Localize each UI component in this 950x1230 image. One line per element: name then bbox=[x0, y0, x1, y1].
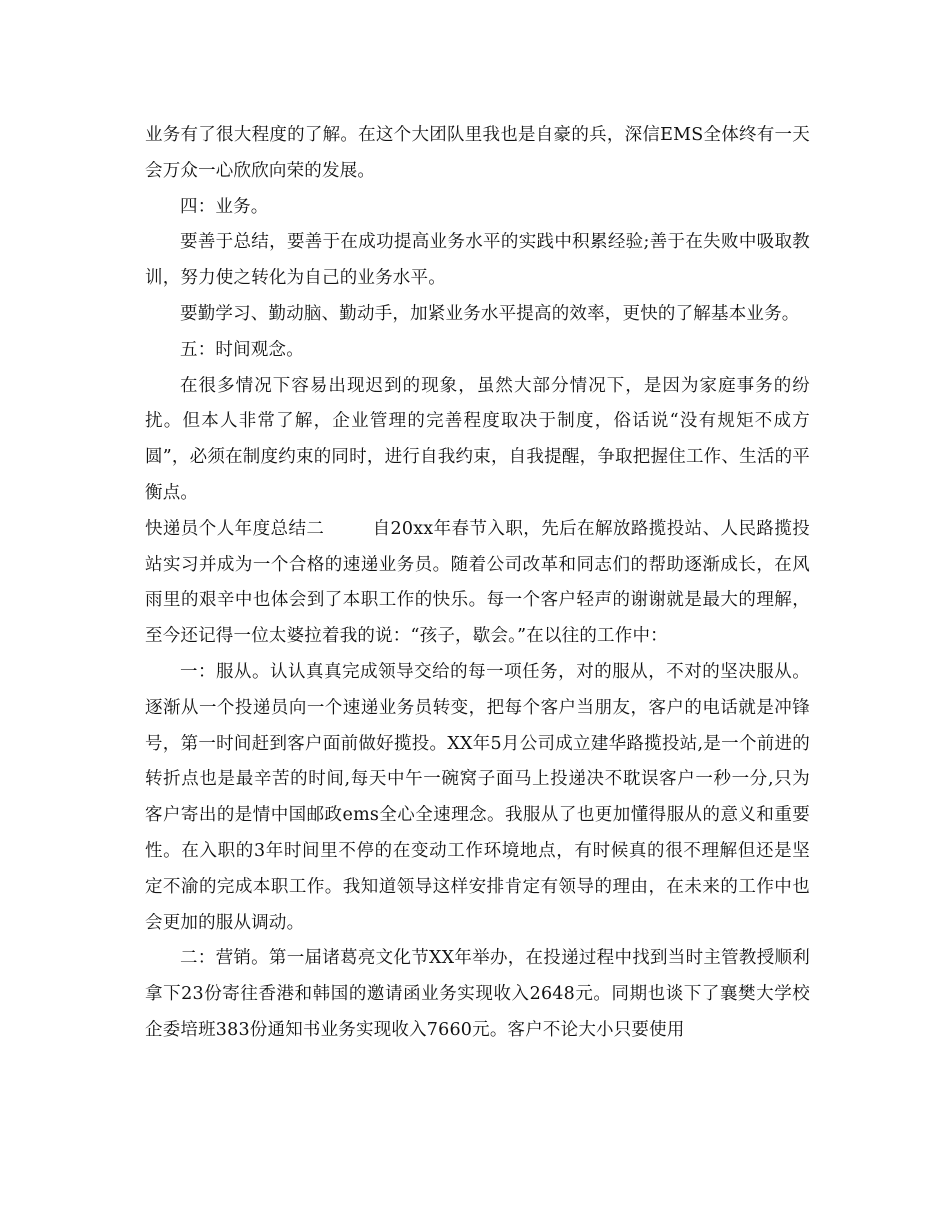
paragraph-marketing: 二：营销。第一届诸葛亮文化节XX年举办，在投递过程中找到当时主管教授顺利拿下23份寄往香港和韩国的邀请函业务实现收入2648元。同期也谈下了襄樊大学校企委培班383份通知书业务实现收入7660元。客户不论大小只要使用 bbox=[145, 948, 810, 1040]
paragraph-time-concept: 在很多情况下容易出现迟到的现象，虽然大部分情况下，是因为家庭事务的纷扰。但本人非常了解，企业管理的完善程度取决于制度，俗话说“没有规矩不成方圆”，必须在制度约束的同时，进行自我约束，自我提醒，争取把握住工作、生活的平衡点。 bbox=[145, 375, 810, 503]
paragraph-business-1: 要善于总结，要善于在成功提高业务水平的实践中积累经验;善于在失败中吸取教训，努力使之转化为自己的业务水平。 bbox=[145, 232, 810, 289]
paragraph-obedience: 一：服从。认认真真完成领导交给的每一项任务，对的服从，不对的坚决服从。逐渐从一个投递员向一个速递业务员转变，把每个客户当朋友，客户的电话就是冲锋号，第一时间赶到客户面前做好揽投。XX年5月公司成立建华路揽投站,是一个前进的转折点也是最辛苦的时间,每天中午一碗窝子面马上投递决不耽误客户一秒一分,只为客户寄出的是情中国邮政ems全心全速理念。我服从了也更加懂得服从的意义和重要性。在入职的3年时间里不停的在变动工作环境地点，有时候真的很不理解但还是坚定不渝的完成本职工作。我知道领导这样安排肯定有领导的理由，在未来的工作中也会更加的服从调动。 bbox=[145, 661, 810, 933]
paragraph-1: 业务有了很大程度的了解。在这个大团队里我也是自豪的兵，深信EMS全体终有一天会万众一心欣欣向荣的发展。 bbox=[145, 125, 810, 181]
heading-time-concept: 五：时间观念。 bbox=[180, 339, 304, 360]
section-intro: 自20xx年春节入职，先后在解放路揽投站、人民路揽投站实习并成为一个合格的速递业务员。随着公司改革和同志们的帮助逐渐成长，在风雨里的艰辛中也体会到了本职工作的快乐。每一个客户轻声的谢谢就是最大的理解，至今还记得一位太婆拉着我的说：“孩子，歇会。”在以往的工作中： bbox=[145, 518, 810, 647]
paragraph-business-2: 要勤学习、勤动脑、勤动手，加紧业务水平提高的效率，更快的了解基本业务。 bbox=[180, 303, 800, 324]
document-body bbox=[145, 118, 810, 1049]
heading-business: 四：业务。 bbox=[180, 196, 269, 217]
section-title: 快递员个人年度总结二 bbox=[145, 518, 325, 539]
section-two bbox=[145, 512, 810, 655]
